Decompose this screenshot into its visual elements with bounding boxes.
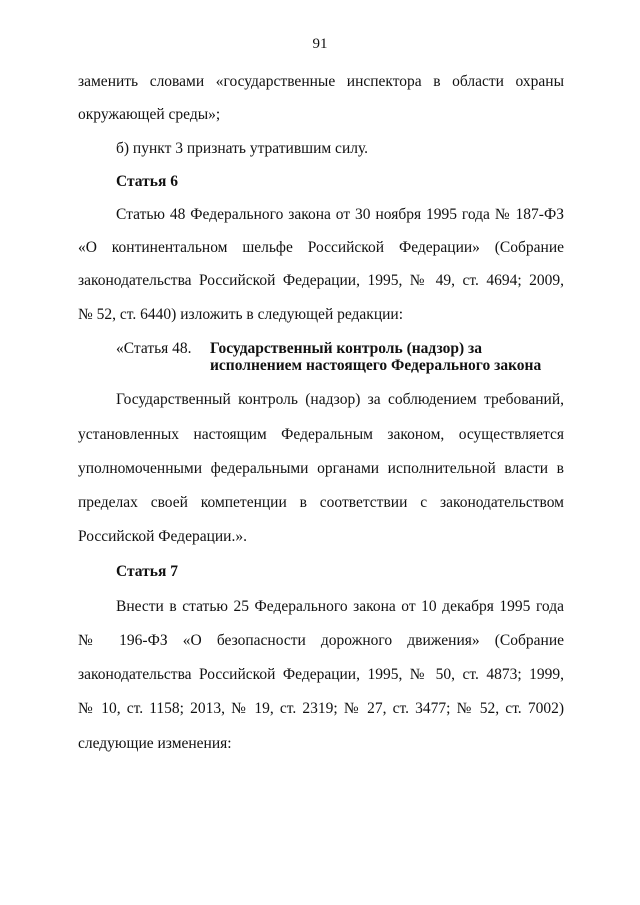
paragraph-line: окружающей среды»;	[78, 106, 221, 123]
article-heading-7: Статья 7	[116, 563, 178, 580]
paragraph-line: уполномоченными федеральными органами исполнительной власти в	[78, 460, 564, 477]
paragraph-line: Государственный контроль (надзор) за соблюдением требований,	[116, 391, 564, 408]
paragraph-line: законодательства Российской Федерации, 1995, № 50, ст. 4873; 1999,	[78, 666, 564, 683]
paragraph-line: № 196-ФЗ «О безопасности дорожного движения» (Собрание	[78, 632, 564, 649]
paragraph-line: Внести в статью 25 Федерального закона от 10 декабря 1995 года	[116, 598, 564, 615]
paragraph-line: «О континентальном шельфе Российской Федерации» (Собрание	[78, 239, 564, 256]
paragraph-line: Российской Федерации.».	[78, 528, 247, 545]
paragraph-line: б) пункт 3 признать утратившим силу.	[116, 140, 369, 157]
paragraph-line: № 52, ст. 6440) изложить в следующей редакции:	[78, 306, 404, 323]
article-48-label: «Статья 48.	[116, 340, 192, 357]
paragraph-line: Статью 48 Федерального закона от 30 ноября 1995 года № 187-ФЗ	[116, 206, 564, 223]
paragraph-line: № 10, ст. 1158; 2013, № 19, ст. 2319; № 27, ст. 3477; № 52, ст. 7002)	[78, 700, 564, 717]
article-heading-6: Статья 6	[116, 173, 178, 190]
article-48-title-line-2: исполнением настоящего Федерального закона	[210, 357, 542, 374]
page-number: 91	[312, 36, 328, 52]
paragraph-line: заменить словами «государственные инспектора в области охраны	[78, 73, 564, 90]
paragraph-line: следующие изменения:	[78, 735, 232, 752]
paragraph-line: установленных настоящим Федеральным законом, осуществляется	[78, 426, 564, 443]
article-48-title-line-1: Государственный контроль (надзор) за	[210, 340, 482, 357]
paragraph-line: законодательства Российской Федерации, 1995, № 49, ст. 4694; 2009,	[78, 272, 564, 289]
paragraph-line: пределах своей компетенции в соответствии с законодательством	[78, 494, 564, 511]
